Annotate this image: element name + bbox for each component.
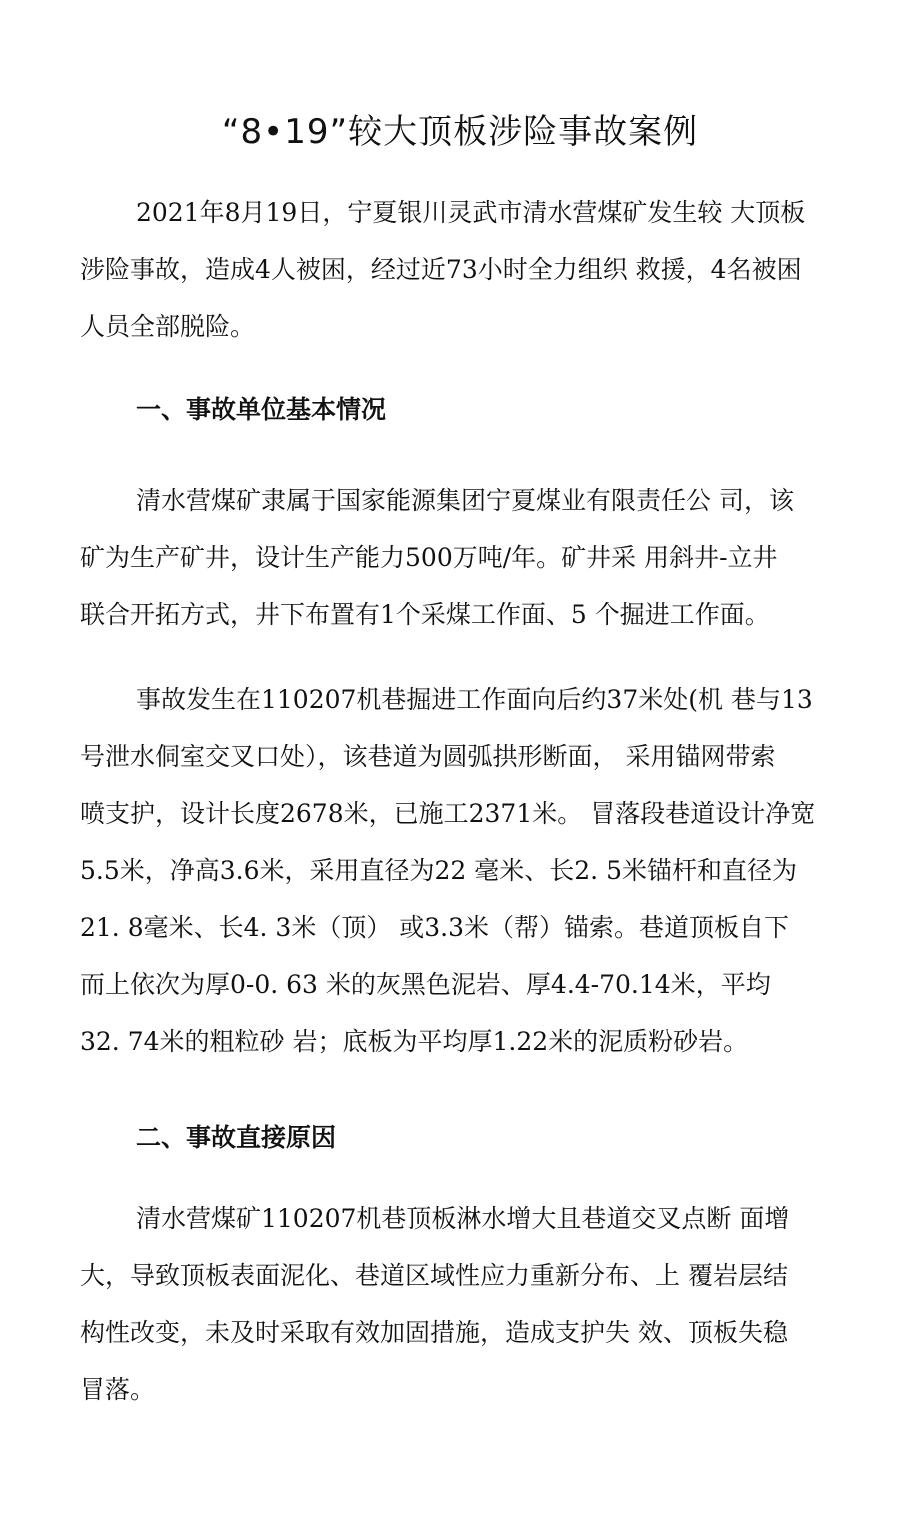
accident-location-paragraph bbox=[80, 671, 850, 1070]
paragraph-line: 而上依次为厚0-0. 63 米的灰黑色泥岩、厚4.4-70.14米，平均 bbox=[80, 970, 771, 999]
paragraph-line: 32. 74米的粗粒砂 岩；底板为平均厚1.22米的泥质粉砂岩。 bbox=[80, 1027, 749, 1056]
direct-cause-paragraph bbox=[80, 1190, 850, 1418]
paragraph-line: 清水营煤矿隶属于国家能源集团宁夏煤业有限责任公 司，该 bbox=[136, 486, 794, 515]
intro-paragraph bbox=[80, 184, 850, 355]
paragraph-line: 5.5米，净高3.6米，采用直径为22 毫米、长2. 5米锚杆和直径为 bbox=[80, 856, 797, 885]
paragraph-line: 号泄水侗室交叉口处），该巷道为圆弧拱形断面， 采用锚网带索 bbox=[80, 742, 776, 771]
section-heading-basic-info: 一、事故单位基本情况 bbox=[136, 395, 387, 424]
paragraph-line: 清水营煤矿110207机巷顶板淋水增大且巷道交叉点断 面增 bbox=[136, 1204, 790, 1233]
section-heading-direct-cause: 二、事故直接原因 bbox=[136, 1123, 337, 1152]
paragraph-line: 矿为生产矿井，设计生产能力500万吨/年。矿井采 用斜井-立井 bbox=[80, 543, 778, 572]
intro-line: 涉险事故，造成4人被困，经过近73小时全力组织 救援，4名被困 bbox=[80, 255, 802, 284]
document-title: “8•19”较大顶板涉险事故案例 bbox=[221, 112, 699, 152]
intro-line: 人员全部脱险。 bbox=[80, 312, 256, 341]
basic-info-paragraph bbox=[80, 472, 850, 643]
paragraph-line: 大，导致顶板表面泥化、巷道区域性应力重新分布、上 覆岩层结 bbox=[80, 1261, 788, 1290]
paragraph-line: 事故发生在110207机巷掘进工作面向后约37米处(机 巷与13 bbox=[136, 685, 813, 714]
paragraph-line: 21. 8毫米、长4. 3米（顶） 或3.3米（帮）锚索。巷道顶板自下 bbox=[80, 913, 790, 942]
paragraph-line: 联合开拓方式，井下布置有1个采煤工作面、5 个掘进工作面。 bbox=[80, 600, 770, 629]
paragraph-line: 构性改变，未及时采取有效加固措施，造成支护失 效、顶板失稳 bbox=[80, 1318, 788, 1347]
paragraph-line: 喷支护，设计长度2678米，已施工2371米。 冒落段巷道设计净宽 bbox=[80, 799, 816, 828]
intro-line: 2021年8月19日，宁夏银川灵武市清水营煤矿发生较 大顶板 bbox=[136, 198, 806, 227]
paragraph-line: 冒落。 bbox=[80, 1375, 156, 1404]
